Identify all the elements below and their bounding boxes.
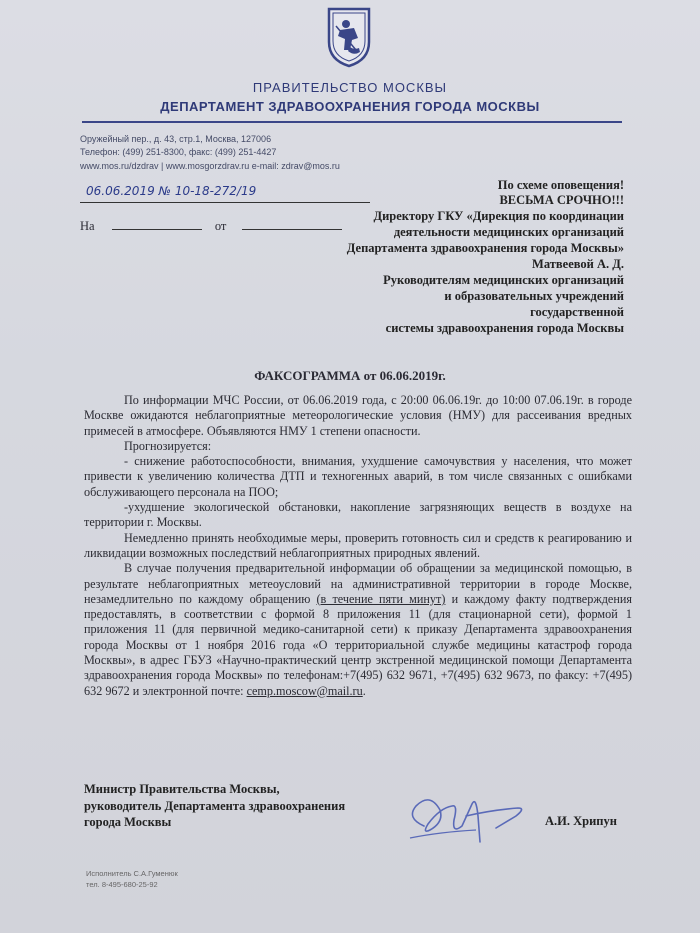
government-name: ПРАВИТЕЛЬСТВО МОСКВЫ bbox=[252, 80, 448, 95]
addressee-line: государственной bbox=[530, 305, 624, 319]
addressee-line: Матвеевой А. Д. bbox=[532, 257, 624, 271]
addressee-line: и образовательных учреждений bbox=[444, 289, 624, 303]
notice-urgent: ВЕСЬМА СРОЧНО!!! bbox=[499, 193, 624, 207]
executor-phone: тел. 8-495-680-25-92 bbox=[86, 880, 158, 889]
header-divider bbox=[82, 121, 622, 123]
addressee-line: системы здравоохранения города Москвы bbox=[385, 321, 624, 335]
paragraph: В случае получения предварительной информации об обращении за медицинской помощью, в результате неблагоприятных метеоусловий на административной территории в городе Москве, незамедлительно по каждому обращению (в течение пяти минут) и каждому факту подтверждения предоставлять, в соответствии с формой 8 приложения 11 (для стационарной сети), формой 1 приложения 11 (для первичной медико-санитарной сети) к приказу Департамента здравоохранения города Москвы от 1 ноября 2016 года «О территориальной службе медицины катастроф города Москвы», в адрес ГБУЗ «Научно-практический центр экстренной медицинской помощи Департамента здравоохранения города Москвы» по телефонам:+7(495) 632 9671, +7(495) 632 9673, по факсу: +7(495) 632 9672 и электронной почте: cemp.moscow@mail.ru. bbox=[84, 561, 632, 698]
ref-number-line bbox=[80, 186, 370, 203]
addressee-line: Руководителям медицинских организаций bbox=[383, 273, 624, 287]
signatory-name: А.И. Хрипун bbox=[545, 814, 617, 828]
handwritten-ref: 06.06.2019 № 10-18-272/19 bbox=[86, 184, 257, 198]
paragraph: По информации МЧС России, от 06.06.2019 года, с 20:00 06.06.19г. до 10:00 07.06.19г. в городе Москве ожидаются неблагоприятные метеорологические условия (НМУ) для рассеивания вредных примесей в атмосфере. Объявляются НМУ 1 степени опасности. bbox=[84, 393, 632, 438]
phone-line: Телефон: (499) 251-8300, факс: (499) 251-4427 bbox=[80, 147, 277, 157]
address-line: Оружейный пер., д. 43, стр.1, Москва, 127006 bbox=[80, 134, 272, 144]
email-link[interactable]: cemp.moscow@mail.ru bbox=[246, 683, 363, 698]
underlined-deadline: (в течение пяти минут) bbox=[316, 591, 446, 606]
notice-scheme: По схеме оповещения! bbox=[497, 178, 624, 192]
ot-label: от bbox=[214, 219, 227, 233]
department-name: ДЕПАРТАМЕНТ ЗДРАВООХРАНЕНИЯ ГОРОДА МОСКВЫ bbox=[160, 99, 540, 114]
ref-na-row bbox=[80, 219, 342, 234]
executor-name: Исполнитель С.А.Гуменюк bbox=[86, 869, 178, 878]
web-line: www.mos.ru/dzdrav | www.mosgorzdrav.ru e-mail: zdrav@mos.ru bbox=[80, 161, 340, 171]
addressee-line: Департамента здравоохранения города Москвы» bbox=[346, 241, 624, 255]
moscow-coat-of-arms-icon bbox=[326, 6, 372, 68]
paragraph: Прогнозируется: bbox=[124, 438, 212, 453]
signatory-block: Министр Правительства Москвы, руководитель Департамента здравоохранения города Москвы bbox=[84, 782, 346, 829]
na-label: На bbox=[80, 219, 95, 233]
document-body bbox=[84, 393, 632, 699]
document-title: ФАКСОГРАММА от 06.06.2019г. bbox=[254, 368, 446, 383]
handwritten-signature bbox=[400, 786, 535, 856]
addressee-line: Директору ГКУ «Дирекция по координации bbox=[373, 209, 624, 223]
paragraph: - снижение работоспособности, внимания, ухудшение самочувствия у населения, что может привести к увеличению количества ДТП и техногенных аварий, в том числе связанных с ошибками обслуживающего персонала на ПОО; bbox=[84, 454, 632, 499]
addressee-line: деятельности медицинских организаций bbox=[393, 225, 624, 239]
paragraph: -ухудшение экологической обстановки, накопление загрязняющих веществ в воздухе на территории г. Москвы. bbox=[84, 500, 632, 530]
paragraph: Немедленно принять необходимые меры, проверить готовность сил и средств к реагированию и ликвидации возможных последствий неблагоприятных природных явлений. bbox=[84, 530, 632, 560]
